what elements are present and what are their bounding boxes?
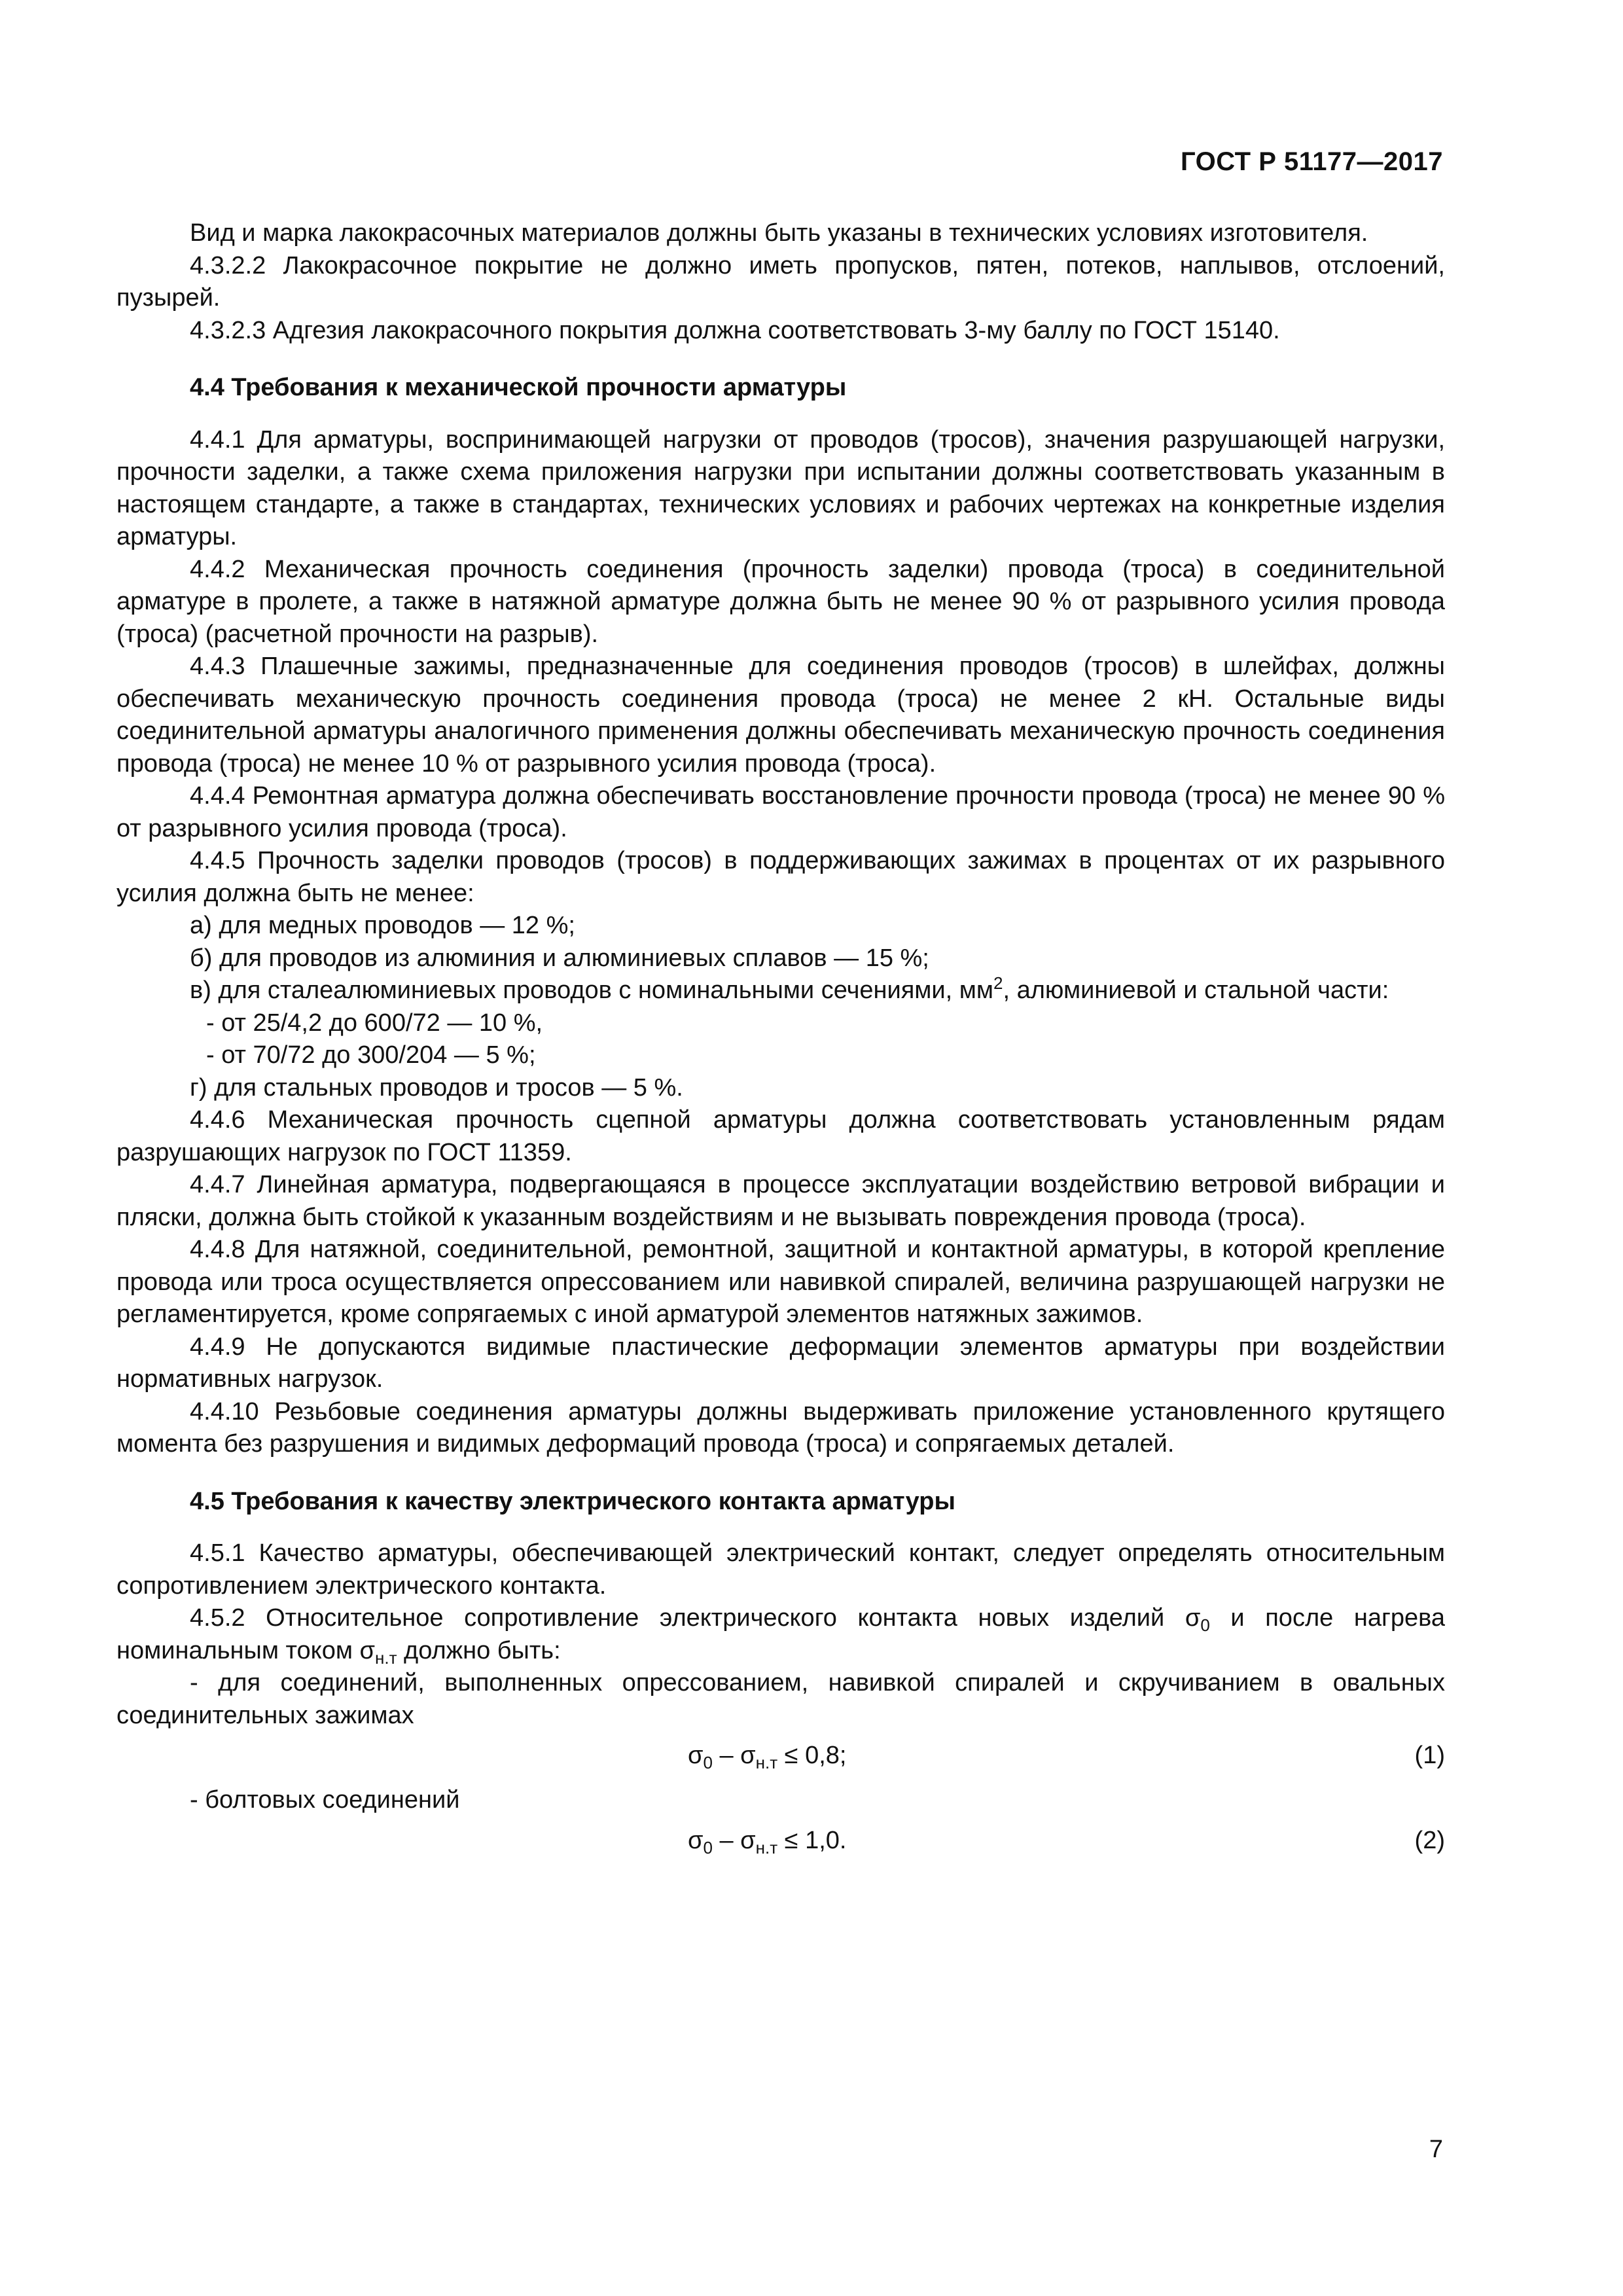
list-item-b: б) для проводов из алюминия и алюминиевых сплавов — 15 %; [190, 944, 929, 972]
paragraph-4-4-5: 4.4.5 Прочность заделки проводов (тросов) в поддерживающих зажимах в процентах от их разрывного усилия должна быть не менее: [116, 847, 1445, 907]
subscript-0: 0 [1200, 1615, 1210, 1635]
paragraph-4-4-2: 4.4.2 Механическая прочность соединения (прочность заделки) провода (троса) в соединительной арматуре в пролете, а также в натяжной арматуре должна быть не менее 90 % от разрывного усилия провода (троса) (расчетной прочности на разрыв). [116, 555, 1445, 648]
formula-subscript: н.т [755, 1837, 778, 1857]
paragraph-4-4-3: 4.4.3 Плашечные зажимы, предназначенные для соединения проводов (тросов) в шлейфах, должны обеспечивать механическую прочность соединения провода (троса) не менее 2 кН. Остальные виды соединительной арматуры аналогичного применения должны обеспечивать механическую прочность соединения провода (троса) не менее 10 % от разрывного усилия провода (троса). [116, 653, 1445, 778]
page-number: 7 [1429, 2136, 1443, 2163]
paragraph-4-5-2-text-mid: и после нагрева номинальным током σ [116, 1604, 1445, 1664]
paragraph-4-4-6: 4.4.6 Механическая прочность сцепной арматуры должна соответствовать установленным рядам разрушающих нагрузок по ГОСТ 11359. [116, 1106, 1445, 1166]
paragraph-4-3-2-3: 4.3.2.3 Адгезия лакокрасочного покрытия должна соответствовать 3-му баллу по ГОСТ 15140. [190, 316, 1280, 344]
list-item-a: а) для медных проводов — 12 %; [190, 912, 575, 939]
formula-1-expression [688, 1740, 846, 1772]
formula-operator: – σ [712, 1826, 756, 1854]
list-item-v [116, 975, 1445, 1007]
paragraph-4-4-7: 4.4.7 Линейная арматура, подвергающаяся в процессе эксплуатации воздействию ветровой вибрации и пляски, должна быть стойкой к указанным воздействиям и не вызывать повреждения провода (троса). [116, 1171, 1445, 1231]
formula-operator: – σ [712, 1742, 756, 1769]
formula-1-number: (1) [1414, 1742, 1445, 1769]
paragraph-4-4-9: 4.4.9 Не допускаются видимые пластические деформации элементов арматуры при воздействии нормативных нагрузок. [116, 1333, 1445, 1393]
paragraph-4-4-1: 4.4.1 Для арматуры, воспринимающей нагрузки от проводов (тросов), значения разрушающей нагрузки, прочности заделки, а также схема приложения нагрузки при испытании должны соответствовать указанным в настоящем стандарте, а также в стандартах, технических условиях и рабочих чертежах на конкретные изделия арматуры. [116, 425, 1445, 550]
paragraph-4-3-2-2: 4.3.2.2 Лакокрасочное покрытие не должно иметь пропусков, пятен, потеков, наплывов, отслоений, пузырей. [116, 251, 1445, 312]
list-subitem-2: - от 70/72 до 300/204 — 5 %; [206, 1041, 536, 1069]
paragraph-4-4-10: 4.4.10 Резьбовые соединения арматуры должны выдерживать приложение установленного крутящего момента без разрушения и видимых деформаций провода (троса) и сопрягаемых деталей. [116, 1397, 1445, 1458]
formula-symbol: σ [688, 1826, 704, 1854]
list-item-bolted: - болтовых соединений [190, 1786, 460, 1814]
standard-code: ГОСТ Р 51177—2017 [1181, 147, 1443, 176]
paragraph-paint-materials: Вид и марка лакокрасочных материалов должны быть указаны в технических условиях изготовителя. [190, 219, 1368, 247]
formula-rest: ≤ 1,0. [777, 1826, 847, 1854]
paragraph-4-5-2-text-end: должно быть: [397, 1636, 561, 1664]
formula-2-expression [688, 1825, 846, 1857]
list-item-v-text-end: , алюминиевой и стальной части: [1003, 977, 1389, 1004]
list-subitem-1: - от 25/4,2 до 600/72 — 10 %, [206, 1009, 543, 1037]
superscript-2: 2 [993, 973, 1003, 993]
section-heading-4-5: 4.5 Требования к качеству электрического контакта арматуры [190, 1487, 955, 1515]
subscript-ht: н.т [374, 1647, 397, 1668]
formula-subscript: 0 [703, 1837, 713, 1857]
formula-2 [116, 1825, 1445, 1865]
formula-2-number: (2) [1414, 1826, 1445, 1854]
formula-rest: ≤ 0,8; [777, 1742, 847, 1769]
paragraph-4-4-4: 4.4.4 Ремонтная арматура должна обеспечивать восстановление прочности провода (троса) не менее 90 % от разрывного усилия провода (троса). [116, 782, 1445, 842]
paragraph-4-5-2 [116, 1602, 1445, 1667]
formula-symbol: σ [688, 1742, 704, 1769]
section-heading-4-4: 4.4 Требования к механической прочности арматуры [190, 374, 847, 401]
paragraph-4-5-2-text: 4.5.2 Относительное сопротивление электрического контакта новых изделий σ [190, 1604, 1201, 1632]
formula-1 [116, 1740, 1445, 1780]
list-item-g: г) для стальных проводов и тросов — 5 %. [190, 1073, 683, 1102]
paragraph-4-4-8: 4.4.8 Для натяжной, соединительной, ремонтной, защитной и контактной арматуры, в которой крепление провода или троса осуществляется опрессованием или навивкой спиралей, величина разрушающей нагрузки не регламентируется, кроме сопрягаемых с иной арматурой элементов натяжных зажимов. [116, 1236, 1445, 1328]
list-item-v-text: в) для сталеалюминиевых проводов с номинальными сечениями, мм [190, 977, 994, 1004]
paragraph-4-5-1: 4.5.1 Качество арматуры, обеспечивающей электрический контакт, следует определять относительным сопротивлением электрического контакта. [116, 1539, 1445, 1600]
list-item-pressed-connections: - для соединений, выполненных опрессованием, навивкой спиралей и скручиванием в овальных соединительных зажимах [116, 1669, 1445, 1729]
page-content [116, 217, 1445, 1869]
formula-subscript: 0 [703, 1753, 713, 1772]
formula-subscript: н.т [755, 1753, 778, 1772]
